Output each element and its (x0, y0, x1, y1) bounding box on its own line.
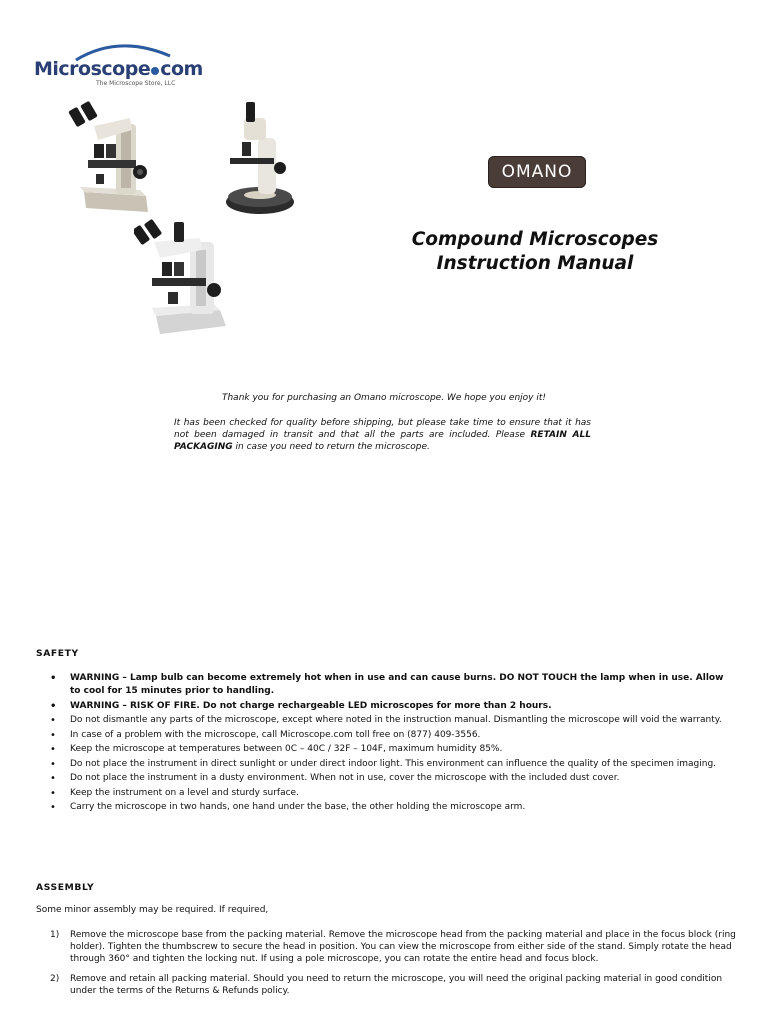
title-line-2: Instruction Manual (436, 253, 634, 274)
microscope-com-logo (34, 40, 203, 90)
list-item: • Do not place the instrument in direct sunlight or under direct indoor light. This environment can influence the quality of the specimen imaging. (36, 758, 736, 771)
step-number: 1) (50, 930, 60, 940)
binocular-microscope-image (66, 100, 162, 220)
list-item: • WARNING – Lamp bulb can become extremely hot when in use and can cause burns. DO NOT TOUCH the lamp when in use. Allow to cool for 15 minutes prior to handling. (36, 672, 736, 698)
list-item (36, 929, 736, 966)
logo-tagline: The Microscope Store, LLC (96, 80, 176, 87)
list-item (36, 973, 736, 997)
step-text: Remove and retain all packing material. Should you need to return the microscope, you will need the original packing material in good condition under the terms of the Returns & Refunds policy. (70, 973, 723, 996)
assembly-steps (36, 929, 736, 1004)
list-item: • Carry the microscope in two hands, one hand under the base, the other holding the microscope arm. (36, 801, 736, 814)
monocular-microscope-image (220, 98, 296, 220)
list-item: • Keep the instrument on a level and sturdy surface. (36, 787, 736, 800)
quality-check-text: It has been checked for quality before shipping, but please take time to ensure that it has not been damaged in transit and that all the parts are included. Please (174, 418, 591, 440)
list-item: • Do not dismantle any parts of the microscope, except where noted in the instruction manual. Dismantling the microscope will void the warranty. (36, 714, 736, 727)
list-item: • In case of a problem with the microscope, call Microscope.com toll free on (877) 409-3556. (36, 729, 736, 742)
safety-list (36, 672, 736, 816)
trinocular-microscope-image (134, 216, 234, 336)
list-item: • WARNING – RISK OF FIRE. Do not charge rechargeable LED microscopes for more than 2 hours. (36, 700, 736, 713)
list-item: • Do not place the instrument in a dusty environment. When not in use, cover the microscope with the included dust cover. (36, 772, 736, 785)
retain-packaging-tail: in case you need to return the microscope. (235, 442, 430, 452)
omano-brand-logo: OMANO (488, 156, 586, 188)
document-title (380, 228, 690, 276)
thank-you-text: Thank you for purchasing an Omano microscope. We hope you enjoy it! (221, 393, 547, 403)
retain-packaging-bold: RETAIN ALL PACKAGING (174, 430, 591, 452)
title-line-1: Compound Microscopes (411, 229, 659, 250)
quality-check-paragraph (174, 417, 591, 453)
list-item: • Keep the microscope at temperatures between 0C – 40C / 32F – 104F, maximum humidity 85%. (36, 743, 736, 756)
step-number: 2) (50, 973, 60, 984)
logo-wordmark: Microscope com (34, 58, 203, 80)
safety-heading: SAFETY (36, 648, 79, 659)
assembly-heading: ASSEMBLY (36, 882, 95, 893)
step-text: Remove the microscope base from the packing material. Remove the microscope head from the packing material and place in the focus block (ring holder). Tighten the thumbscrew to secure the head in position. You can view the microscope from either side of the stand. Simply rotate the head through 360° and tighten the locking nut. If using a pole microscope, you can rotate the entire head and focus block. (70, 930, 736, 965)
assembly-intro-text: Some minor assembly may be required. If required, (36, 905, 269, 915)
